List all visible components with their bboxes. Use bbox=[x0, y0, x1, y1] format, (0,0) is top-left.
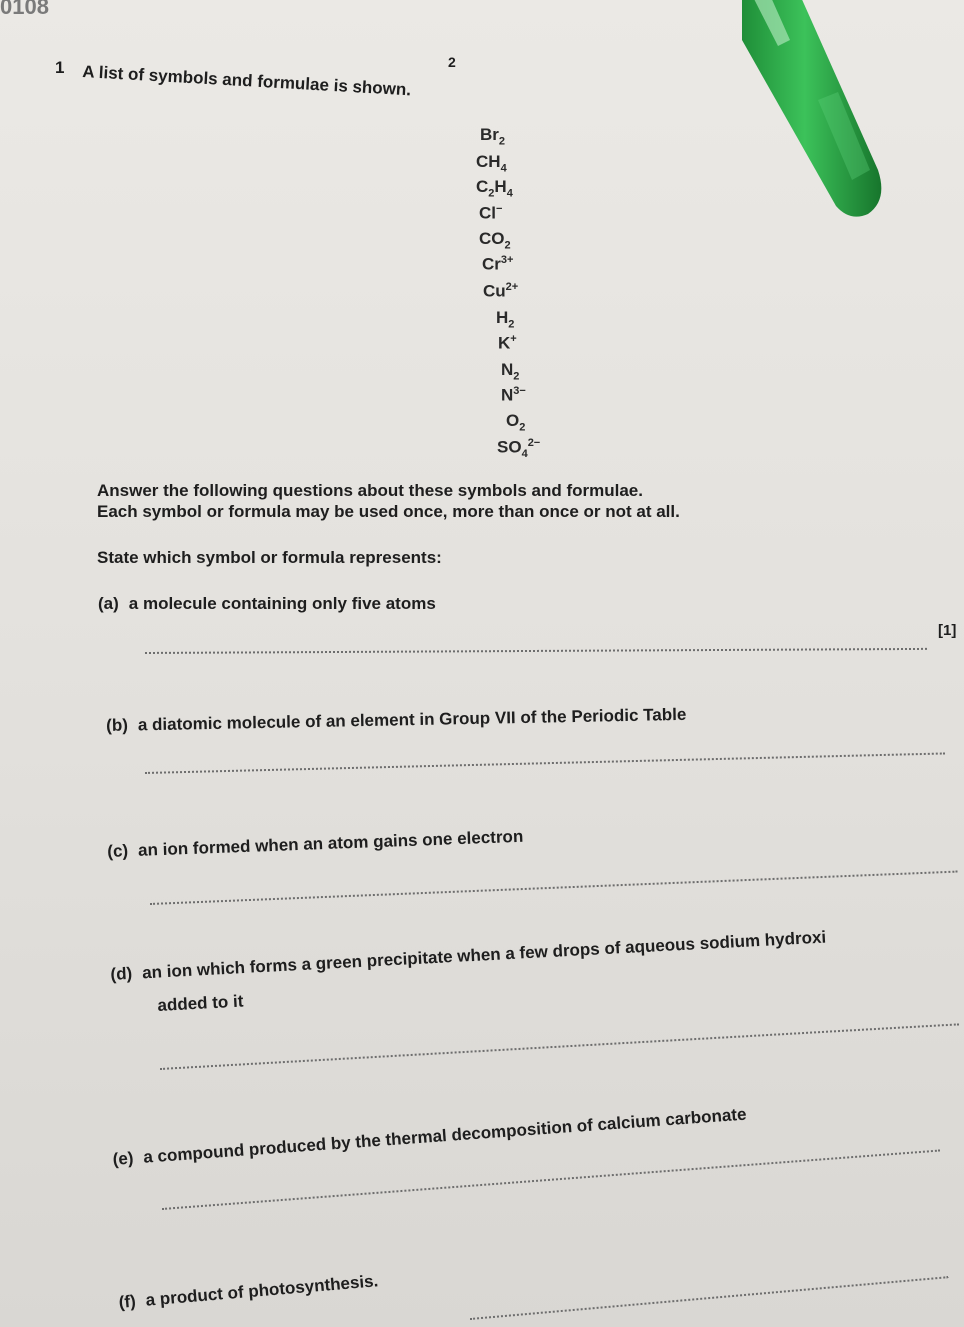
formula-h2: $H_2$ bbox=[496, 308, 515, 331]
formula-so4-ion: $SO_4^{2-}$ bbox=[497, 437, 541, 461]
answer-line-e[interactable] bbox=[162, 1150, 940, 1210]
part-c-text: an ion formed when an atom gains one electron bbox=[137, 826, 524, 860]
part-a bbox=[98, 594, 436, 614]
marks-a: [1] bbox=[938, 622, 957, 639]
formula-br2: $Br_2$ bbox=[480, 125, 506, 148]
answer-line-c[interactable] bbox=[150, 871, 957, 905]
formula-co2: $CO_2$ bbox=[479, 229, 511, 252]
part-d-text: an ion which forms a green precipitate when a few drops of aqueous sodium hydroxi bbox=[141, 927, 827, 983]
part-a-label: (a) bbox=[98, 594, 119, 613]
part-b bbox=[106, 705, 687, 736]
formula-k-ion: K+ bbox=[498, 333, 517, 353]
part-f bbox=[118, 1271, 379, 1313]
formula-cu2-ion: $Cu^{2+}$ bbox=[483, 281, 519, 301]
part-c bbox=[107, 827, 524, 862]
answer-line-a[interactable] bbox=[145, 648, 927, 654]
part-e-label: (e) bbox=[112, 1148, 135, 1169]
formula-c2h4: $C_2H_4$ bbox=[476, 177, 513, 200]
part-e-text: a compound produced by the thermal decomposition of calcium carbonate bbox=[142, 1104, 748, 1167]
question-stem: State which symbol or formula represents: bbox=[97, 548, 442, 567]
formula-cr3-ion: $Cr^{3+}$ bbox=[482, 254, 514, 274]
answer-line-d[interactable] bbox=[160, 1023, 959, 1070]
header-mark: 0108 bbox=[0, 0, 49, 19]
formula-ch4: $CH_4$ bbox=[476, 152, 507, 175]
instruction-line-2: Each symbol or formula may be used once, more than once or not at all. bbox=[97, 502, 680, 521]
answer-line-b[interactable] bbox=[145, 752, 945, 774]
page-number: 2 bbox=[448, 54, 456, 70]
formula-cl-ion: Cl− bbox=[479, 203, 503, 223]
answer-line-f[interactable] bbox=[470, 1276, 948, 1320]
part-c-label: (c) bbox=[107, 841, 129, 861]
part-e bbox=[112, 1105, 747, 1170]
part-a-text: a molecule containing only five atoms bbox=[128, 594, 436, 613]
formula-n2: $N_2$ bbox=[501, 360, 520, 383]
question-number: 1 bbox=[55, 58, 65, 77]
question-intro: A list of symbols and formulae is shown. bbox=[81, 62, 412, 100]
formula-o2: $O_2$ bbox=[506, 411, 526, 434]
part-f-text: a product of photosynthesis. bbox=[144, 1271, 379, 1310]
part-d-label: (d) bbox=[110, 963, 133, 984]
formula-n3-ion: $N^{3-}$ bbox=[501, 385, 526, 405]
part-b-label: (b) bbox=[106, 715, 129, 735]
part-b-text: a diatomic molecule of an element in Group VII of the Periodic Table bbox=[137, 704, 687, 735]
part-d-text-2: added to it bbox=[157, 991, 244, 1015]
part-d bbox=[110, 927, 827, 984]
part-f-label: (f) bbox=[118, 1291, 137, 1312]
instruction-line-1: Answer the following questions about these symbols and formulae. bbox=[97, 481, 643, 500]
